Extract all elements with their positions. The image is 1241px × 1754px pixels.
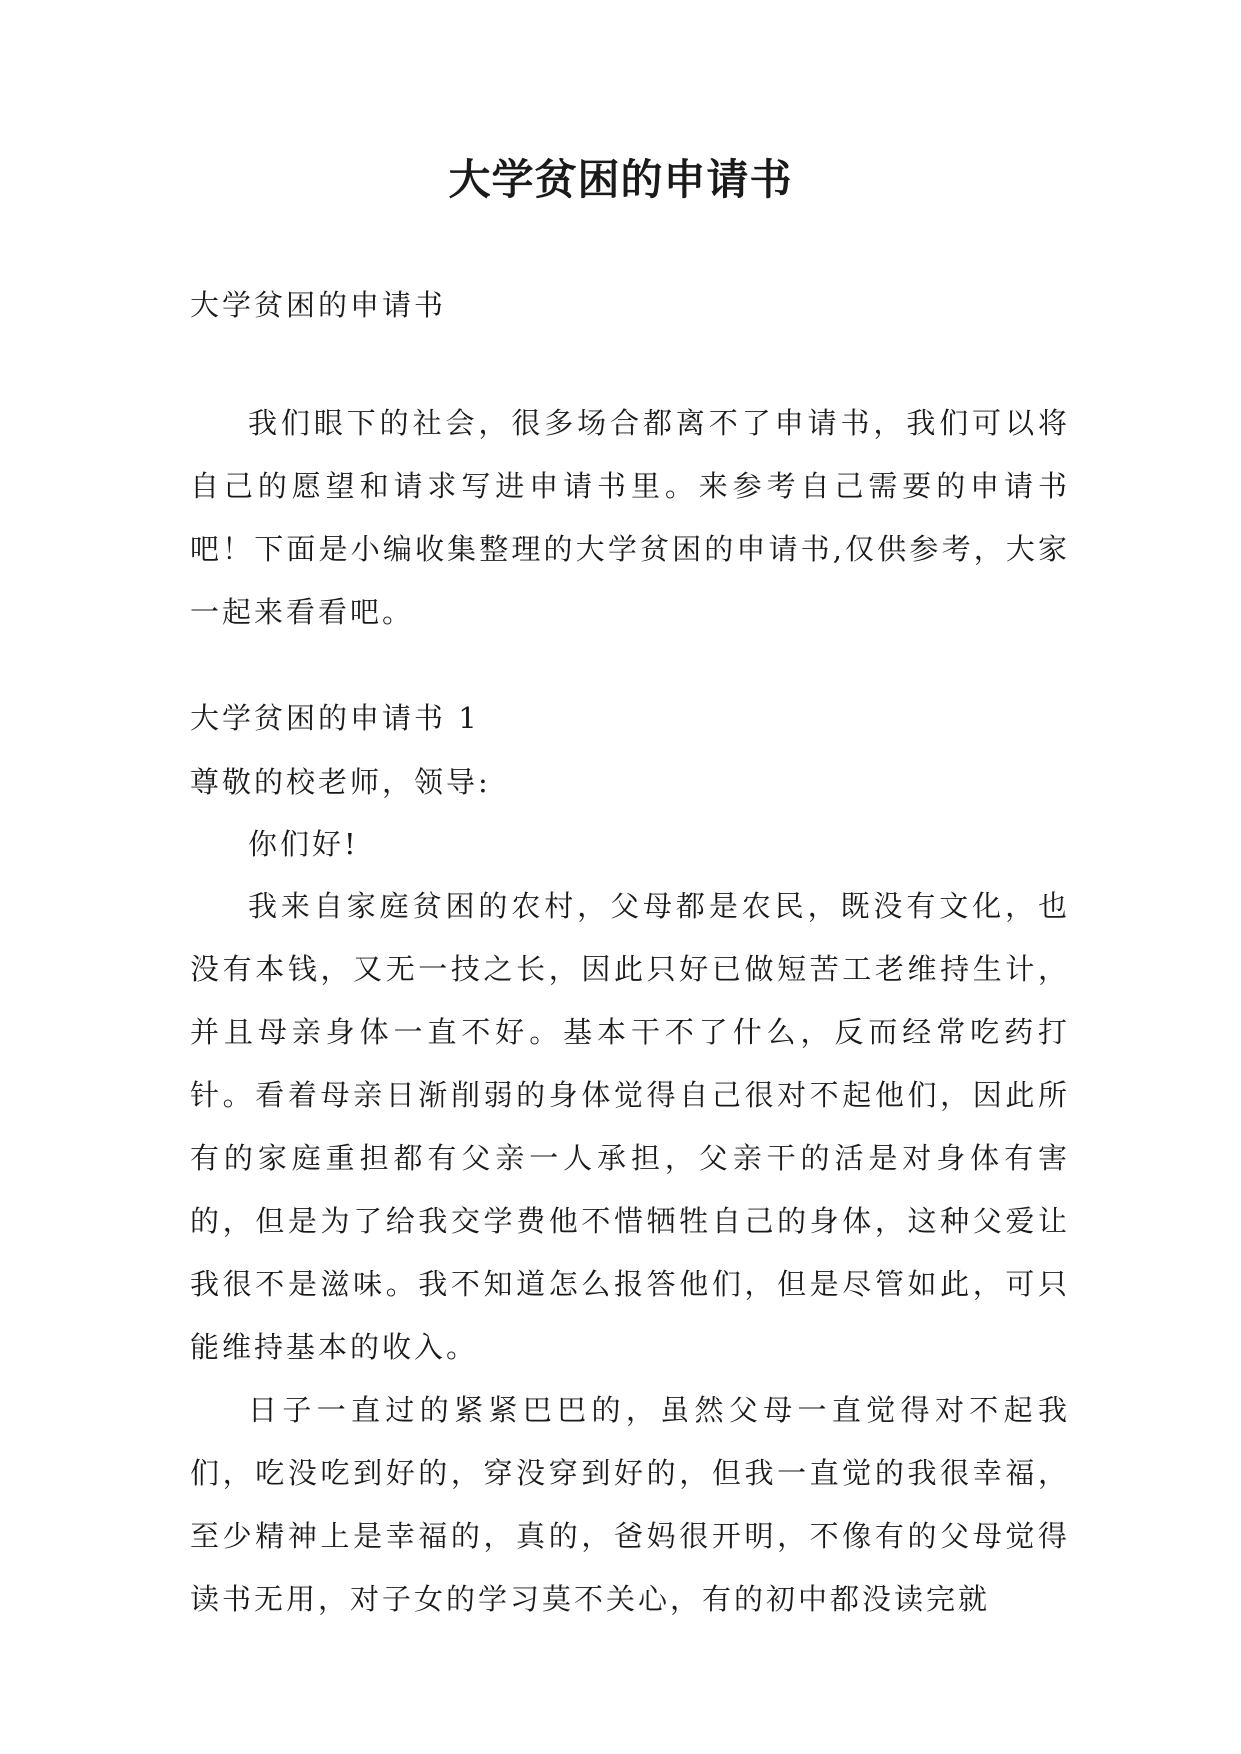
document-subtitle: 大学贫困的申请书 xyxy=(190,288,447,322)
body-paragraph: 日子一直过的紧紧巴巴的，虽然父母一直觉得对不起我们，吃没吃到好的，穿没穿到好的，但我一直觉的我很幸福，至少精神上是幸福的，真的，爸妈很开明，不像有的父母觉得读书无用，对子女的学习莫不关心，有的初中都没读完就 xyxy=(190,1393,1070,1616)
greeting: 你们好! xyxy=(248,827,359,861)
salutation: 尊敬的校老师，领导: xyxy=(190,765,491,799)
document-title: 大学贫困的申请书 xyxy=(448,155,793,204)
section-title: 大学贫困的申请书 1 xyxy=(190,701,480,735)
intro-paragraph: 我们眼下的社会，很多场合都离不了申请书，我们可以将自己的愿望和请求写进申请书里。来参考自己需要的申请书吧！下面是小编收集整理的大学贫困的申请书,仅供参考，大家一起来看看吧。 xyxy=(190,406,1070,629)
body-paragraph: 我来自家庭贫困的农村，父母都是农民，既没有文化，也没有本钱，又无一技之长，因此只好已做短苦工老维持生计，并且母亲身体一直不好。基本干不了什么，反而经常吃药打针。看着母亲日渐削弱的身体觉得自己很对不起他们，因此所有的家庭重担都有父亲一人承担，父亲干的活是对身体有害的，但是为了给我交学费他不惜牺牲自己的身体，这种父爱让我很不是滋味。我不知道怎么报答他们，但是尽管如此，可只能维持基本的收入。 xyxy=(190,889,1070,1364)
document-body xyxy=(190,288,1070,1631)
